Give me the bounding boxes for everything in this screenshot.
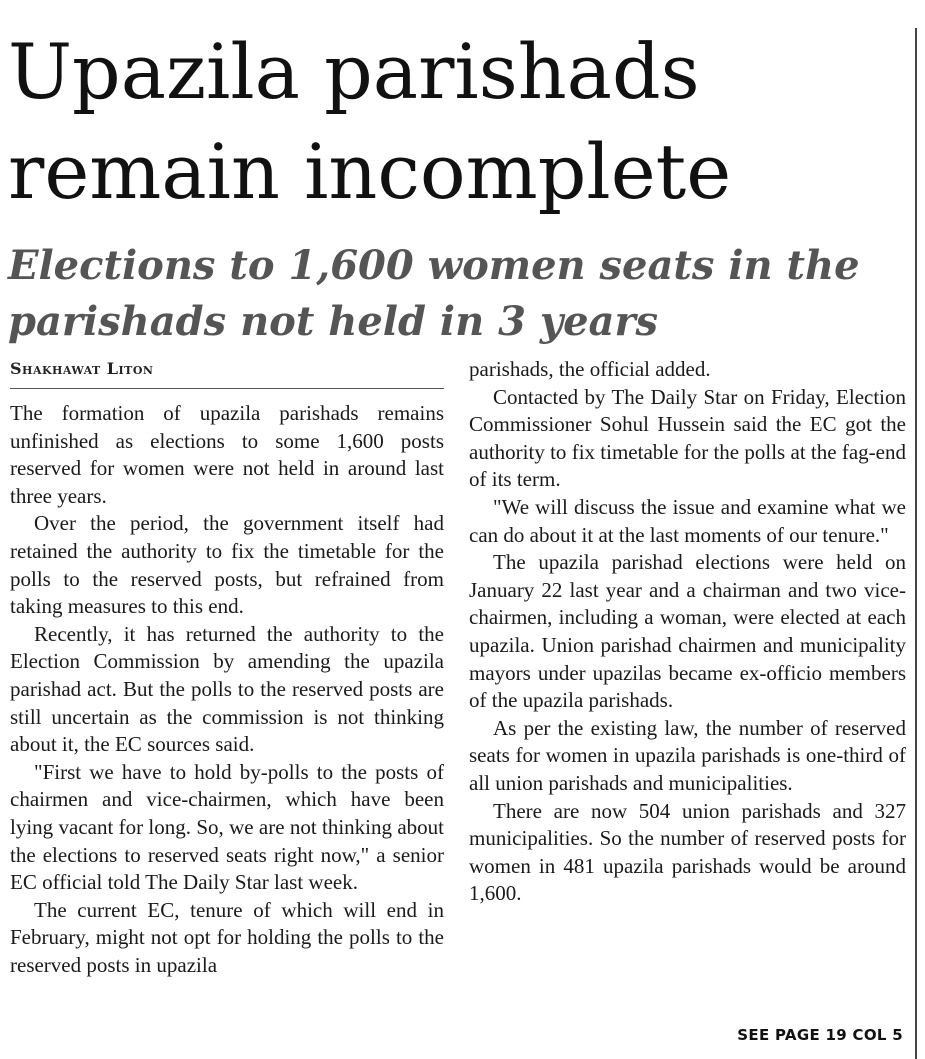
paragraph: Contacted by The Daily Star on Friday, Election Commissioner Sohul Hussein said the EC got the authority to fix timetable for the polls at the fag-end of its term. bbox=[469, 384, 906, 492]
headline bbox=[8, 22, 908, 222]
paragraph: The formation of upazila parishads remains unfinished as elections to some 1,600 posts reserved for women were not held in around last three years. bbox=[10, 401, 444, 508]
paragraph: The upazila parishad elections were held on January 22 last year and a chairman and two vice-chairmen, including a woman, were elected at each upazila. Union parishad chairmen and municipality mayors under upazilas became ex-officio members of the upazila parishads. bbox=[469, 550, 906, 713]
paragraph: The current EC, tenure of which will end in February, might not opt for holding the polls to the reserved posts in upazila bbox=[10, 897, 444, 977]
subheadline bbox=[8, 238, 908, 350]
paragraph: Over the period, the government itself had retained the authority to fix the timetable for the polls to the reserved posts, but refrained from taking measures to this end. bbox=[10, 511, 444, 619]
headline-line-1: Upazila parishads bbox=[8, 27, 700, 116]
column-divider bbox=[915, 28, 917, 1059]
byline-rule bbox=[10, 388, 444, 389]
article-column-2 bbox=[469, 356, 906, 908]
paragraph: "We will discuss the issue and examine what we can do about it at the last moments of our tenure." bbox=[469, 494, 906, 547]
paragraph: "First we have to hold by-polls to the posts of chairmen and vice-chairmen, which have been lying vacant for long. So, we are not thinking about the elections to reserved seats right now," a senior EC official told The Daily Star last week. bbox=[10, 759, 444, 895]
byline: Shakhawat Liton bbox=[10, 359, 154, 378]
headline-line-2: remain incomplete bbox=[8, 127, 732, 216]
paragraph: There are now 504 union parishads and 327 municipalities. So the number of reserved posts for women in 481 upazila parishads would be around 1,600. bbox=[469, 798, 906, 906]
paragraph: Recently, it has returned the authority to the Election Commission by amending the upazila parishad act. But the polls to the reserved posts are still uncertain as the commission is not thinking about it, the EC sources said. bbox=[10, 621, 444, 757]
paragraph: As per the existing law, the number of reserved seats for women in upazila parishads is one-third of all union parishads and municipalities. bbox=[469, 715, 906, 795]
article-column-1 bbox=[10, 400, 444, 979]
subheadline-line-1: Elections to 1,600 women seats in the bbox=[8, 242, 860, 289]
subheadline-line-2: parishads not held in 3 years bbox=[8, 298, 659, 345]
paragraph: parishads, the official added. bbox=[469, 357, 711, 381]
continuation-jump-line[interactable]: SEE PAGE 19 COL 5 bbox=[737, 1026, 903, 1044]
